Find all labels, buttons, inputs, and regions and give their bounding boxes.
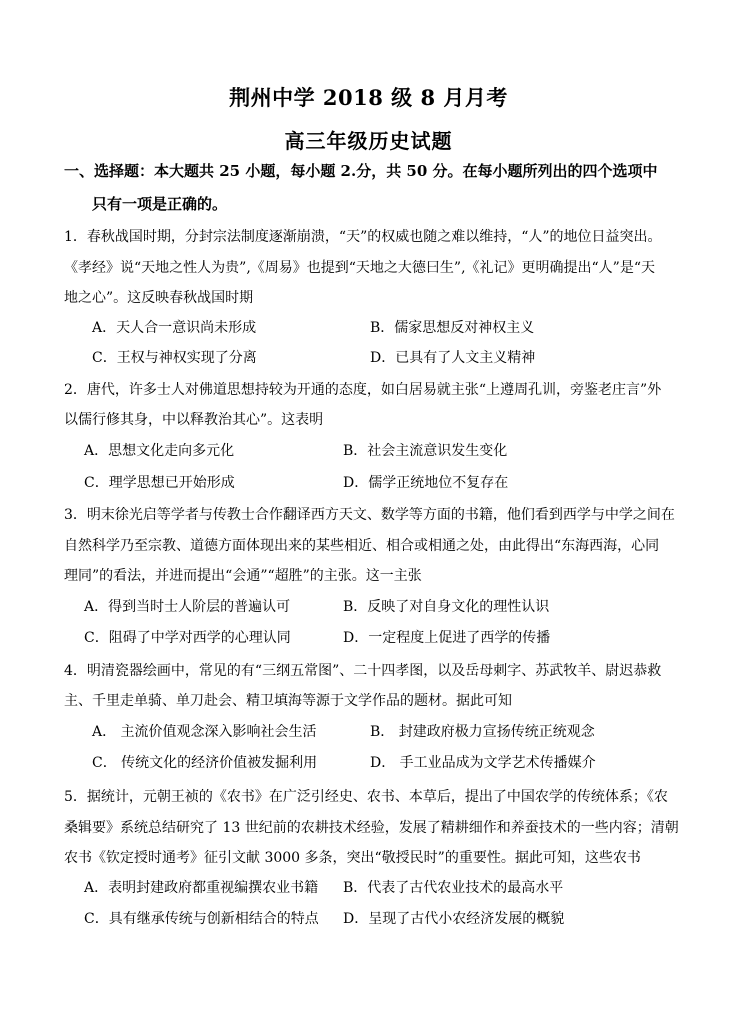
q2-line: 以儒行修其身，中以释教治其心”。这表明	[64, 412, 324, 428]
q4-option-c: C． 传统文化的经济价值被发掘利用	[92, 755, 318, 771]
q1-line: 地之心”。这反映春秋战国时期	[64, 290, 254, 306]
q5-line: 5．据统计，元朝王祯的《农书》在广泛引经史、农书、本草后，提出了中国农学的传统体系；《农	[64, 789, 668, 805]
q2-option-d: D．儒学正统地位不复存在	[343, 475, 509, 491]
q3-line: 3．明末徐光启等学者与传教士合作翻译西方天文、数学等方面的书籍，他们看到西学与中学之间在	[64, 507, 675, 523]
q3-option-b: B．反映了对自身文化的理性认识	[343, 599, 550, 615]
q4-line: 4．明清瓷器绘画中，常见的有“三纲五常图”、二十四孝图，以及岳母刺字、苏武牧羊、尉迟恭救	[64, 663, 662, 679]
q3-line: 自然科学乃至宗教、道德方面体现出来的某些相近、相合或相通之处，由此得出“东海西海，心同	[64, 538, 660, 554]
q3-option-c: C．阻碍了中学对西学的心理认同	[84, 630, 291, 646]
q5-option-c: C．具有继承传统与创新相结合的特点	[84, 911, 319, 927]
q5-option-a: A．表明封建政府都重视编撰农业书籍	[84, 880, 319, 896]
q1-option-d: D．已具有了人文主义精神	[370, 350, 536, 366]
q3-option-a: A．得到当时士人阶层的普遍认可	[84, 599, 291, 615]
exam-subtitle: 高三年级历史试题	[284, 129, 453, 153]
q1-option-a: A．天人合一意识尚未形成	[92, 320, 257, 336]
q1-option-b: B．儒家思想反对神权主义	[370, 320, 535, 336]
exam-title: 荆州中学 2018 级 8 月月考	[229, 85, 508, 110]
q4-option-d: D． 手工业品成为文学艺术传播媒介	[370, 755, 596, 771]
q2-line: 2．唐代，许多士人对佛道思想持较为开通的态度，如白居易就主张“上遵周孔训，旁鉴老庄言”外	[64, 382, 662, 398]
q4-option-b: B． 封建政府极力宣扬传统正统观念	[370, 724, 595, 740]
q2-option-c: C．理学思想已开始形成	[84, 475, 235, 491]
q2-option-a: A．思想文化走向多元化	[84, 443, 235, 459]
section-heading: 一、选择题：本大题共 25 小题，每小题 2.分，共 50 分。在每小题所列出的四个选项中	[64, 162, 658, 180]
q5-option-b: B．代表了古代农业技术的最高水平	[343, 880, 564, 896]
q1-option-c: C．王权与神权实现了分离	[92, 350, 257, 366]
q5-line: 农书《钦定授时通考》征引文献 3000 多条，突出“敬授民时”的重要性。据此可知，这些农书	[64, 850, 641, 866]
q1-line: 《孝经》说“天地之性人为贵”,《周易》也提到“天地之大德曰生”,《礼记》更明确提出“人”是“天	[64, 260, 655, 276]
q4-option-a: A． 主流价值观念深入影响社会生活	[92, 724, 317, 740]
q2-option-b: B．社会主流意识发生变化	[343, 443, 508, 459]
q4-line: 主、千里走单骑、单刀赴会、精卫填海等源于文学作品的题材。据此可知	[64, 693, 512, 709]
q5-line: 桑辑要》系统总结研究了 13 世纪前的农耕技术经验，发展了精耕细作和养蚕技术的一些内容；清朝	[64, 820, 679, 836]
q5-option-d: D．呈现了古代小农经济发展的概貌	[343, 911, 565, 927]
section-heading-cont: 只有一项是正确的。	[92, 195, 228, 213]
q3-option-d: D．一定程度上促进了西学的传播	[343, 630, 551, 646]
q3-line: 理同”的看法，并进而提出“会通”“超胜”的主张。这一主张	[64, 568, 422, 584]
q1-line: 1．春秋战国时期，分封宗法制度逐渐崩溃，“天”的权威也随之难以维持，“人”的地位日益突出。	[64, 229, 662, 245]
